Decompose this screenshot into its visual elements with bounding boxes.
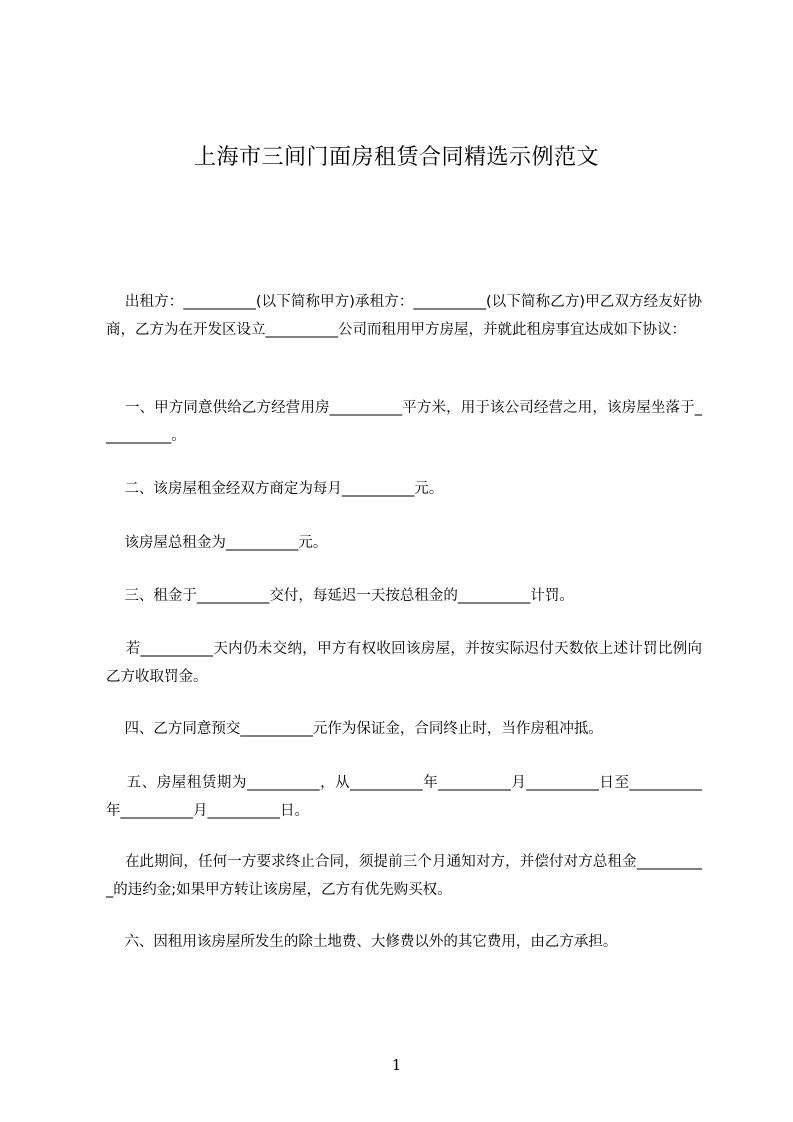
paragraph-clause-5: 五、房屋租赁期为__________，从__________年__________月__________日至__________年__________月__________日。 [106, 775, 703, 819]
paragraph-clause-6: 六、因租用该房屋所发生的除土地费、大修费以外的其它费用，由乙方承担。 [106, 934, 618, 950]
page-number: 1 [391, 1056, 402, 1074]
paragraph-penalty: 若__________天内仍未交纳，甲方有权收回该房屋，并按实际迟付天数依上述计罚比例向乙方收取罚金。 [106, 641, 703, 685]
document-title: 上海市三间门面房租赁合同精选示例范文 [193, 145, 599, 170]
paragraph-clause-3: 三、租金于__________交付，每延迟一天按总租金的__________计罚。 [106, 588, 574, 604]
paragraph-clause-2: 二、该房屋租金经双方商定为每月__________元。 [106, 481, 444, 497]
paragraph-clause-4: 四、乙方同意预交__________元作为保证金，合同终止时，当作房租冲抵。 [106, 721, 603, 737]
paragraph-clause-1: 一、甲方同意供给乙方经营用房__________平方米，用于该公司经营之用，该房屋坐落于__________。 [106, 400, 703, 444]
paragraph-termination: 在此期间，任何一方要求终止合同，须提前三个月通知对方，并偿付对方总租金__________的违约金;如果甲方转让该房屋，乙方有优先购买权。 [106, 854, 703, 898]
paragraph-total-rent: 该房屋总租金为__________元。 [106, 535, 328, 551]
paragraph-parties: 出租方：__________(以下简称甲方)承租方：__________(以下简称乙方)甲乙双方经友好协商，乙方为在开发区设立__________公司而租用甲方房屋，并就此租房事宜达成如下协议： [106, 294, 702, 338]
